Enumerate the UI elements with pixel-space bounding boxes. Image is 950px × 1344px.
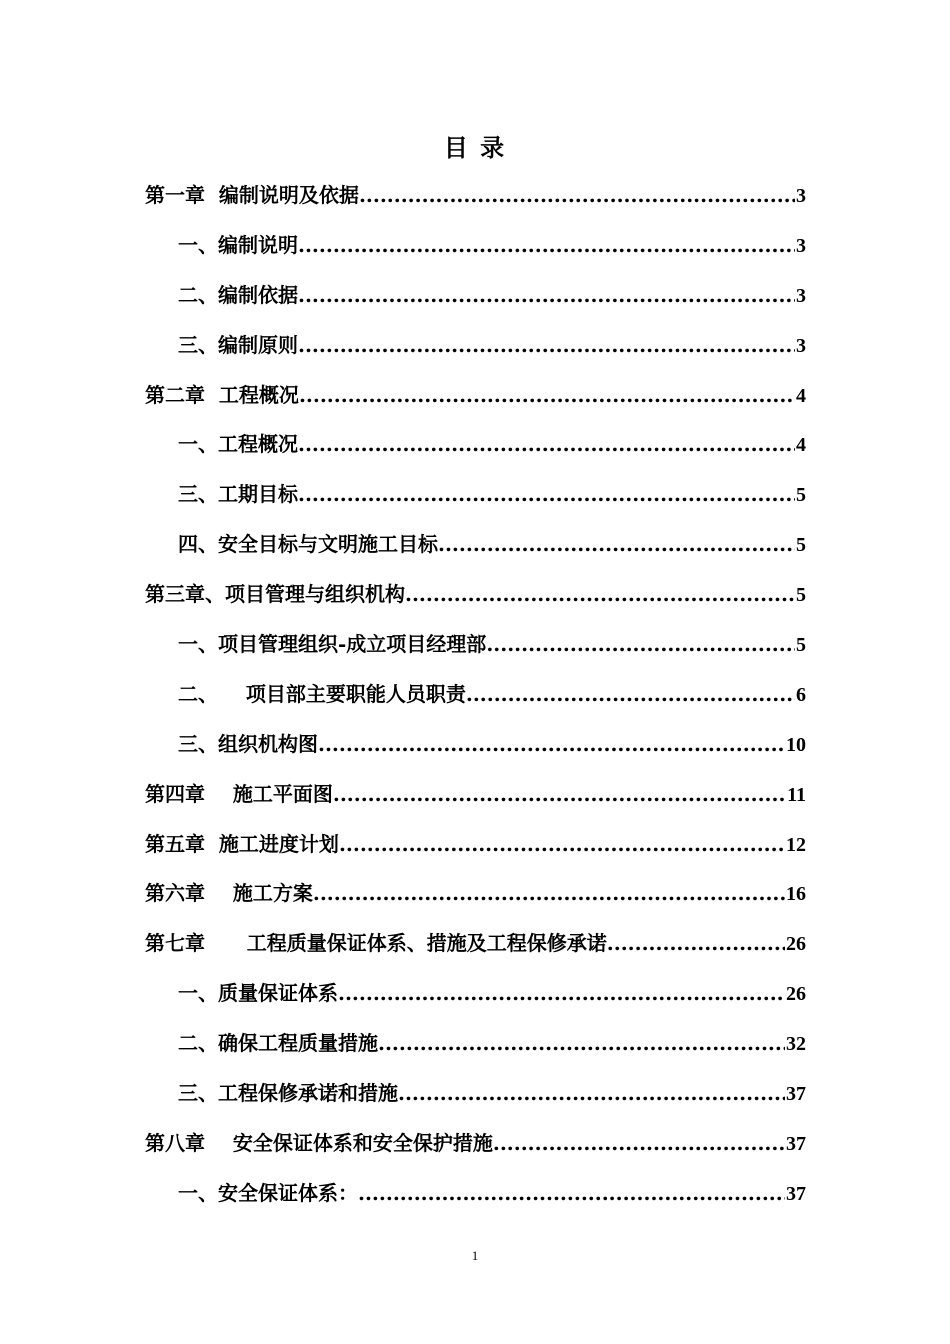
toc-leader-dots (318, 726, 785, 762)
toc-entry-page: 37 (786, 1132, 806, 1155)
toc-entry[interactable] (145, 975, 806, 1025)
toc-entry[interactable] (145, 576, 806, 626)
toc-entry-page: 3 (796, 334, 806, 357)
toc-entry-page: 4 (796, 384, 806, 407)
toc-entry[interactable] (145, 1075, 806, 1125)
toc-entry-text: 一、安全保证体系： (178, 1180, 358, 1205)
toc-entry-text: 二、编制依据 (178, 282, 298, 307)
toc-entry[interactable] (145, 377, 806, 427)
toc-entry-page: 12 (786, 833, 806, 856)
toc-leader-dots (299, 377, 795, 413)
toc-entry[interactable] (145, 277, 806, 327)
toc-entry-text: 第八章 安全保证体系和安全保护措施 (145, 1130, 493, 1155)
toc-leader-dots (359, 177, 795, 213)
toc-entry[interactable] (145, 526, 806, 576)
toc-entry-text: 一、项目管理组织-成立项目经理部 (178, 632, 487, 657)
toc-entry-page: 16 (786, 883, 806, 906)
toc-entry[interactable] (145, 1125, 806, 1175)
toc-leader-dots (298, 227, 795, 263)
toc-entry-text: 第三章、项目管理与组织机构 (145, 582, 405, 607)
toc-entry-text: 第七章 工程质量保证体系、措施及工程保修承诺 (145, 931, 607, 956)
toc-entry[interactable] (145, 676, 806, 726)
toc-entry-text: 第六章 施工方案 (145, 881, 313, 906)
toc-entry-page: 26 (786, 983, 806, 1006)
table-of-contents (145, 177, 806, 1225)
toc-entry-text: 第四章 施工平面图 (145, 781, 333, 806)
toc-leader-dots (339, 826, 785, 862)
toc-entry-page: 37 (786, 1182, 806, 1205)
toc-entry-page: 37 (786, 1083, 806, 1106)
toc-entry-page: 10 (786, 733, 806, 756)
toc-entry-page: 5 (796, 484, 806, 507)
toc-entry-text: 二、 项目部主要职能人员职责 (178, 681, 466, 706)
toc-entry-text: 三、工期目标 (178, 482, 298, 507)
toc-leader-dots (333, 776, 786, 812)
toc-leader-dots (358, 1175, 785, 1211)
toc-entry[interactable] (145, 875, 806, 925)
toc-entry[interactable] (145, 1025, 806, 1075)
toc-leader-dots (405, 576, 795, 612)
page-title: 目 录 (443, 133, 507, 162)
toc-leader-dots (378, 1025, 785, 1061)
toc-entry-text: 三、编制原则 (178, 332, 298, 357)
toc-leader-dots (466, 676, 795, 712)
toc-entry[interactable] (145, 626, 806, 676)
toc-entry-text: 三、组织机构图 (178, 731, 318, 756)
toc-entry-page: 6 (796, 683, 806, 706)
toc-leader-dots (493, 1125, 785, 1161)
toc-leader-dots (298, 327, 795, 363)
toc-entry-text: 第二章 工程概况 (145, 382, 299, 407)
toc-entry-page: 5 (796, 634, 806, 657)
toc-entry-text: 二、确保工程质量措施 (178, 1031, 378, 1056)
toc-entry[interactable] (145, 776, 806, 826)
toc-entry-text: 四、安全目标与文明施工目标 (178, 532, 438, 557)
toc-entry-page: 3 (796, 284, 806, 307)
toc-entry-text: 一、编制说明 (178, 232, 298, 257)
toc-entry[interactable] (145, 426, 806, 476)
toc-entry-text: 三、工程保修承诺和措施 (178, 1081, 398, 1106)
toc-entry[interactable] (145, 826, 806, 876)
toc-entry-page: 4 (796, 434, 806, 457)
page-number: 1 (471, 1248, 479, 1263)
toc-leader-dots (313, 875, 785, 911)
toc-leader-dots (298, 426, 795, 462)
toc-leader-dots (398, 1075, 785, 1111)
toc-entry-text: 一、质量保证体系 (178, 981, 338, 1006)
toc-entry[interactable] (145, 925, 806, 975)
toc-leader-dots (298, 277, 795, 313)
toc-entry-text: 第五章 施工进度计划 (145, 831, 339, 856)
toc-leader-dots (298, 476, 795, 512)
toc-entry-page: 32 (786, 1033, 806, 1056)
toc-entry-page: 3 (796, 185, 806, 207)
toc-entry-page: 11 (787, 783, 806, 806)
toc-entry[interactable] (145, 227, 806, 277)
toc-entry[interactable] (145, 177, 806, 227)
toc-entry-text: 一、工程概况 (178, 432, 298, 457)
toc-entry-page: 3 (796, 234, 806, 257)
toc-leader-dots (338, 975, 785, 1011)
toc-entry[interactable] (145, 1175, 806, 1225)
toc-leader-dots (607, 925, 785, 961)
toc-leader-dots (438, 526, 795, 562)
toc-entry[interactable] (145, 726, 806, 776)
toc-entry[interactable] (145, 327, 806, 377)
toc-entry[interactable] (145, 476, 806, 526)
toc-entry-page: 5 (796, 534, 806, 557)
toc-leader-dots (486, 626, 795, 662)
toc-entry-page: 26 (786, 933, 806, 956)
toc-entry-text: 第一章 编制说明及依据 (145, 183, 359, 207)
toc-entry-page: 5 (796, 584, 806, 607)
